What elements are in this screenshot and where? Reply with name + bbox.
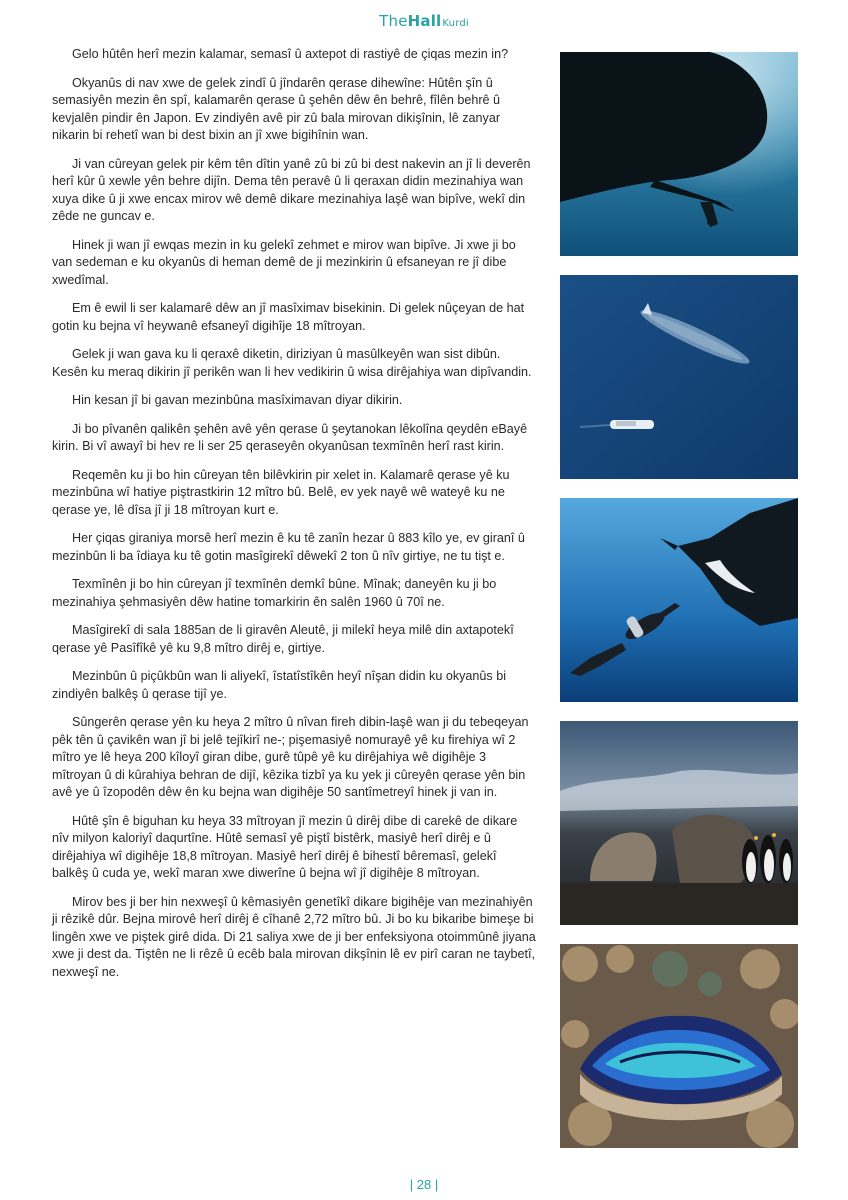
paragraph: Texmînên ji bo hin cûreyan jî texmînên demkî bûne. Mînak; daneyên ku ji bo mezinahiya şehmasiyên dêw hatine tomarkirin ên salên 1960 û 70î ne. [52, 577, 497, 609]
paragraph: Gelek ji wan gava ku li qeraxê diketin, diriziyan û masûlkeyên wan sist dibûn. Kesên ku meraq dikirin jî perikên wan li hev vedikirin û wisa dirêjahiya wan dipîvandin. [52, 347, 532, 379]
article-body [52, 46, 536, 992]
paragraph: Gelo hûtên herî mezin kalamar, semasî û axtepot di rastiyê de çiqas mezin in? [72, 47, 509, 61]
photo-seals-penguins [560, 721, 798, 925]
photo-manta-diver [560, 498, 798, 702]
page-number: | 28 | [409, 1177, 439, 1192]
brand-kurdi: Kurdi [442, 18, 469, 29]
paragraph: Sûngerên qerase yên ku heya 2 mîtro û nîvan fireh dibin-laşê wan ji du tebeqeyan pêk tên û çavikên wan jî bi jelê tejîkirî ne-; pişemasiyê nomurayê yê ku firehiya wî 2 mîtro ye lê heya 200 kîloyî giran dibe, gurê tûpê yê ku dirêjahiya wê digihêje 3 mîtroyan û di kûrahiya behran de dijî, kêzika tizbî ya ku yek ji cûreyên qerase yên bin avê ye û îzopodên dêw ên ku bejna wan digihêje 50 santîmetreyî hinek ji van in. [52, 715, 529, 799]
photo-giant-clam [560, 944, 798, 1148]
paragraph: Hûtê şîn ê biguhan ku heya 33 mîtroyan jî mezin û dirêj dibe di carekê de dikare nîv milyon kaloriyî daqurtîne. Hûtê semasî yê piştî bistêrk, masiyê herî dirêj e û dirêjahiya wî digihêje 18,8 mîtroyan. Masiyê herî dirêj ê bihestî bêremasî, gelekî balkêş û cuda ye, wekî maran xwe diwerîne û bejna wî jî digihêje 8 mîtroyan. [52, 813, 518, 880]
paragraph: Em ê ewil li ser kalamarê dêw an jî masîximav bisekinin. Di gelek nûçeyan de hat gotin ku bejna vî heywanê efsaneyî digihîje 18 mîtroyan. [52, 301, 525, 333]
brand-hall: Hall [407, 12, 442, 30]
paragraph: Ji van cûreyan gelek pir kêm tên dîtin yanê zû bi zû bi dest nakevin an jî li deverên herî kûr û xewle yên behre dijîn. Dema tên peravê û li qeraxan didin mezinahiya wan xuya dike û ji xwe encax mirov wê demê dikare mezinahiya laşê wan bipîve, wekî din zêde ne guncav e. [52, 156, 531, 223]
photo-column [560, 52, 798, 1167]
paragraph: Reqemên ku ji bo hin cûreyan tên bilêvkirin pir xelet in. Kalamarê qerase yê ku mezinbûna wî hatiye piştrastkirin 12 mîtro bû. Belê, ev yek nayê wê wateyê ku ne qerase ye, lê dîsa jî ji 18 mîtroyan kurt e. [52, 467, 510, 517]
paragraph: Ji bo pîvanên qalikên şehên avê yên qerase û şeytanokan lêkolîna qeydên eBayê kirin. Bi vî awayî bi hev re li ser 25 qeraseyên okyanûsan texmînên herî rast kirin. [52, 421, 528, 453]
paragraph: Her çiqas giraniya morsê herî mezin ê ku tê zanîn hezar û 883 kîlo ye, ev giranî û mezinbûn li ba îdiaya ku tê gotin masîgirekî dêwekî 2 ton û nîv girtiye, ne tu tişt e. [52, 531, 525, 563]
paragraph: Hinek ji wan jî ewqas mezin in ku gelekî zehmet e mirov wan bipîve. Ji xwe ji bo van sedeman e ku okyanûs di heman demê de ji mezinkirin û efsaneyan re jî dibe xwedîmal. [52, 237, 516, 287]
paragraph: Masîgirekî di sala 1885an de li giravên Aleutê, ji milekî heya milê din axtapotekî qerase yê Pasîfîkê yê ku 9,8 mîtro dirêj e, girtiye. [52, 623, 514, 655]
paragraph: Okyanûs di nav xwe de gelek zindî û jîndarên qerase dihewîne: Hûtên şîn û semasiyên mezin ên spî, kalamarên qerase û şehên dêw ên behrê, fîlên behrê û kevjalên pindir ên Japon. Ev zindiyên avê pir zû bala mirovan dikişînin, lê zanyar nikarin bi rehetî wan bi dest bixin an jî xwe bigihînin wan. [52, 75, 501, 142]
masthead-logo [0, 12, 848, 30]
paragraph: Mirov bes ji ber hin nexweşî û kêmasiyên genetîkî dikare bigihêje van mezinahiyên ji rêzikê dûr. Bejna mirovê herî dirêj ê cîhanê 2,72 mîtro bû. Ji bo ku bikaribe bimeşe bi lingên xwe ve piştek girê dida. Di 21 saliya xwe de ji ber enfeksiyona otoimmûnê jiyana xwe ji dest da. Tiştên ne li rêzê û ecêb bala mirovan dikşînin lê ev pirî caran ne taybetî, nexweşî ne. [52, 894, 536, 979]
paragraph: Mezinbûn û piçûkbûn wan li aliyekî, îstatîstîkên heyî nîşan didin ku okyanûs bi zindiyên balkêş û qerase tijî ye. [52, 669, 507, 701]
brand-the: The [379, 12, 408, 30]
photo-whale-silhouette [560, 52, 798, 256]
paragraph: Hin kesan jî bi gavan mezinbûna masîximavan diyar dikirin. [72, 393, 403, 407]
photo-blue-whale-aerial [560, 275, 798, 479]
